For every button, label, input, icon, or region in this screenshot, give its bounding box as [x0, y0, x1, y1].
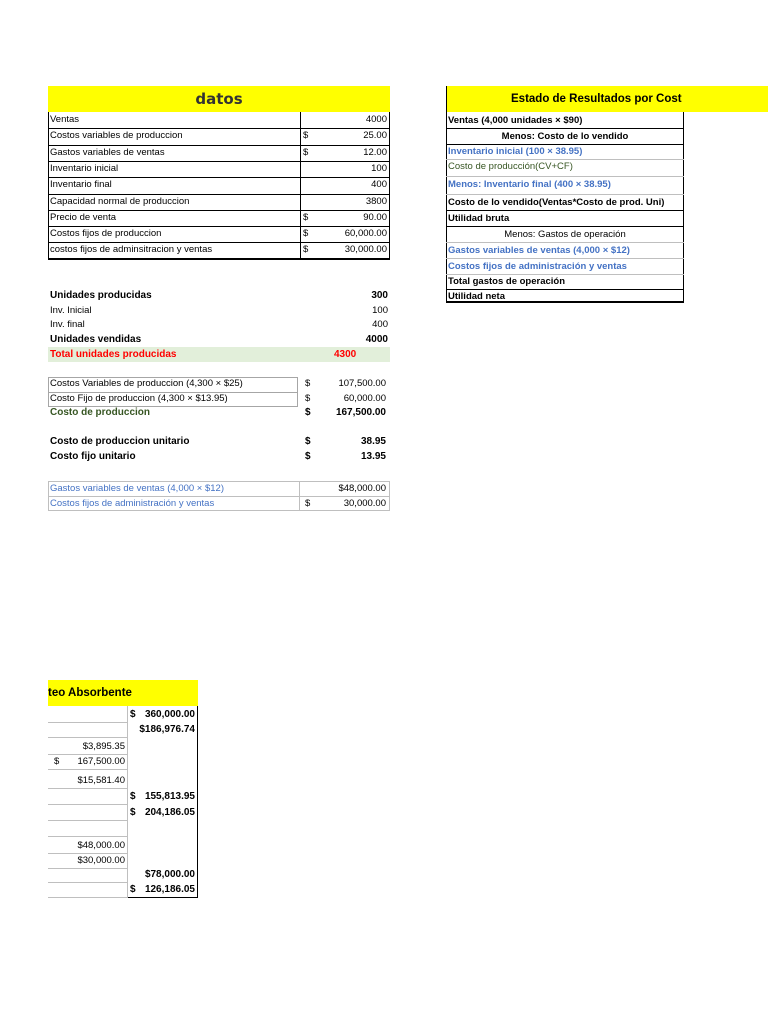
abs-right-value: 126,186.05: [144, 884, 195, 895]
datos-row-symbol: $: [303, 147, 309, 158]
datos-row-label: Precio de venta: [50, 212, 117, 223]
gf-sym: $: [305, 498, 311, 509]
total-unidades-row: [48, 347, 390, 362]
abs-row-line: [48, 882, 127, 883]
unidades-row-label: Unidades vendidas: [50, 334, 142, 345]
datos-row-label: Gastos variables de ventas: [50, 147, 165, 158]
estado-row-label: Utilidad bruta: [448, 213, 510, 224]
unidades-row-label: Unidades producidas: [50, 290, 152, 301]
datos-row-label: Costos fijos de produccion: [50, 228, 162, 239]
datos-row-label: Ventas: [50, 114, 80, 125]
unidades-row-value: 300: [371, 290, 388, 301]
cpu-value: 38.95: [360, 436, 386, 447]
cfu-label: Costo fijo unitario: [50, 451, 136, 462]
estado-row-label: Utilidad neta: [448, 291, 506, 302]
abs-row-line: [48, 722, 127, 723]
datos-row-line: [48, 259, 390, 260]
datos-row-value: 3800: [365, 196, 387, 207]
estado-row-label: Inventario inicial (100 × 38.95): [448, 146, 583, 157]
datos-row-symbol: $: [303, 228, 309, 239]
estado-row-label: Gastos variables de ventas (4,000 × $12): [448, 245, 630, 256]
abs-left-symbol: $: [54, 756, 60, 767]
estado-row-label: Costo de lo vendido(Ventas*Costo de prod. Uni): [448, 197, 665, 208]
cv-value: 107,500.00: [338, 378, 386, 389]
abs-row-line: [48, 737, 127, 738]
cpu-label: Costo de produccion unitario: [50, 436, 190, 447]
unidades-row-value: 100: [372, 305, 388, 316]
abs-left-value: $30,000.00: [77, 855, 125, 866]
estado-row-label: Costos fijos de administración y ventas: [448, 261, 627, 272]
estado-title: Estado de Resultados por Cost: [511, 93, 682, 105]
costo-produccion-sym: $: [305, 407, 311, 418]
datos-row-label: Capacidad normal de produccion: [50, 196, 190, 207]
datos-row-value: 60,000.00: [344, 228, 387, 239]
datos-row-label: Inventario final: [50, 179, 112, 190]
abs-row-line: [48, 804, 127, 805]
estado-header: [446, 86, 768, 112]
datos-row-symbol: $: [303, 212, 309, 223]
absorbente-header: [48, 680, 198, 706]
cf-label: Costo Fijo de produccion (4,300 × $13.95): [50, 393, 228, 404]
datos-row-value: 4000: [365, 114, 387, 125]
datos-row-symbol: $: [303, 130, 309, 141]
unidades-row-label: Inv. Inicial: [50, 305, 92, 316]
cfu-sym: $: [305, 451, 311, 462]
abs-right-value: $78,000.00: [144, 869, 195, 880]
gv-label: Gastos variables de ventas (4,000 × $12): [50, 483, 225, 494]
abs-left-value: $3,895.35: [82, 741, 125, 752]
unidades-row-value: 400: [372, 319, 388, 330]
total-unidades-value: 4300: [334, 349, 357, 360]
abs-right-symbol: $: [130, 709, 136, 720]
abs-right-symbol: $: [130, 807, 136, 818]
cv-label: Costos Variables de produccion (4,300 × $25): [50, 378, 243, 389]
abs-right-value: 204,186.05: [144, 807, 195, 818]
datos-row-label: Costos variables de produccion: [50, 130, 183, 141]
gf-value: 30,000.00: [343, 498, 386, 509]
estado-row-label: Menos: Gastos de operación: [504, 229, 626, 240]
abs-right-value: $186,976.74: [139, 724, 195, 735]
datos-row-label: costos fijos de adminsitracion y ventas: [50, 244, 213, 255]
cf-value: 60,000.00: [343, 393, 386, 404]
abs-row-line: [48, 897, 127, 898]
datos-row-value: 100: [371, 163, 387, 174]
estado-row-label: Menos: Costo de lo vendido: [501, 131, 629, 142]
estado-row-label: Total gastos de operación: [448, 276, 566, 287]
datos-row-value: 30,000.00: [344, 244, 387, 255]
abs-left-value: 167,500.00: [77, 756, 125, 767]
cpu-sym: $: [305, 436, 311, 447]
costo-produccion-label: Costo de produccion: [50, 407, 150, 418]
cfu-value: 13.95: [360, 451, 386, 462]
unidades-row-label: Inv. final: [50, 319, 85, 330]
datos-row-value: 90.00: [363, 212, 387, 223]
cf-sym: $: [305, 393, 311, 404]
abs-col-divider: [127, 706, 128, 898]
abs-left-value: $15,581.40: [77, 775, 125, 786]
datos-row-label: Inventario inicial: [50, 163, 119, 174]
estado-row-label: Menos: Inventario final (400 × 38.95): [448, 179, 611, 190]
abs-row-line: [48, 836, 127, 837]
estado-row-label: Ventas (4,000 unidades × $90): [448, 115, 583, 126]
datos-row-value: 400: [371, 179, 387, 190]
abs-right-symbol: $: [130, 791, 136, 802]
datos-row-value: 25.00: [363, 130, 387, 141]
datos-row-symbol: $: [303, 244, 309, 255]
abs-row-line: [48, 769, 127, 770]
cv-sym: $: [305, 378, 311, 389]
abs-row-line: [48, 788, 127, 789]
datos-header: [48, 86, 390, 112]
abs-left-value: $48,000.00: [77, 840, 125, 851]
total-unidades-label: Total unidades producidas: [50, 349, 177, 360]
datos-row-value: 12.00: [363, 147, 387, 158]
absorbente-title: teo Absorbente: [48, 687, 132, 699]
abs-row-line: [48, 868, 127, 869]
unidades-row-value: 4000: [365, 334, 388, 345]
abs-right-symbol: $: [130, 884, 136, 895]
abs-row-line: [48, 820, 127, 821]
gv-value: $48,000.00: [338, 483, 386, 494]
abs-right-value: 155,813.95: [144, 791, 195, 802]
estado-row-label: Costo de producción(CV+CF): [448, 161, 573, 172]
costo-produccion-value: 167,500.00: [335, 407, 386, 418]
gf-label: Costos fijos de administración y ventas: [50, 498, 215, 509]
abs-right-value: 360,000.00: [144, 709, 195, 720]
datos-title: datos: [195, 90, 243, 108]
